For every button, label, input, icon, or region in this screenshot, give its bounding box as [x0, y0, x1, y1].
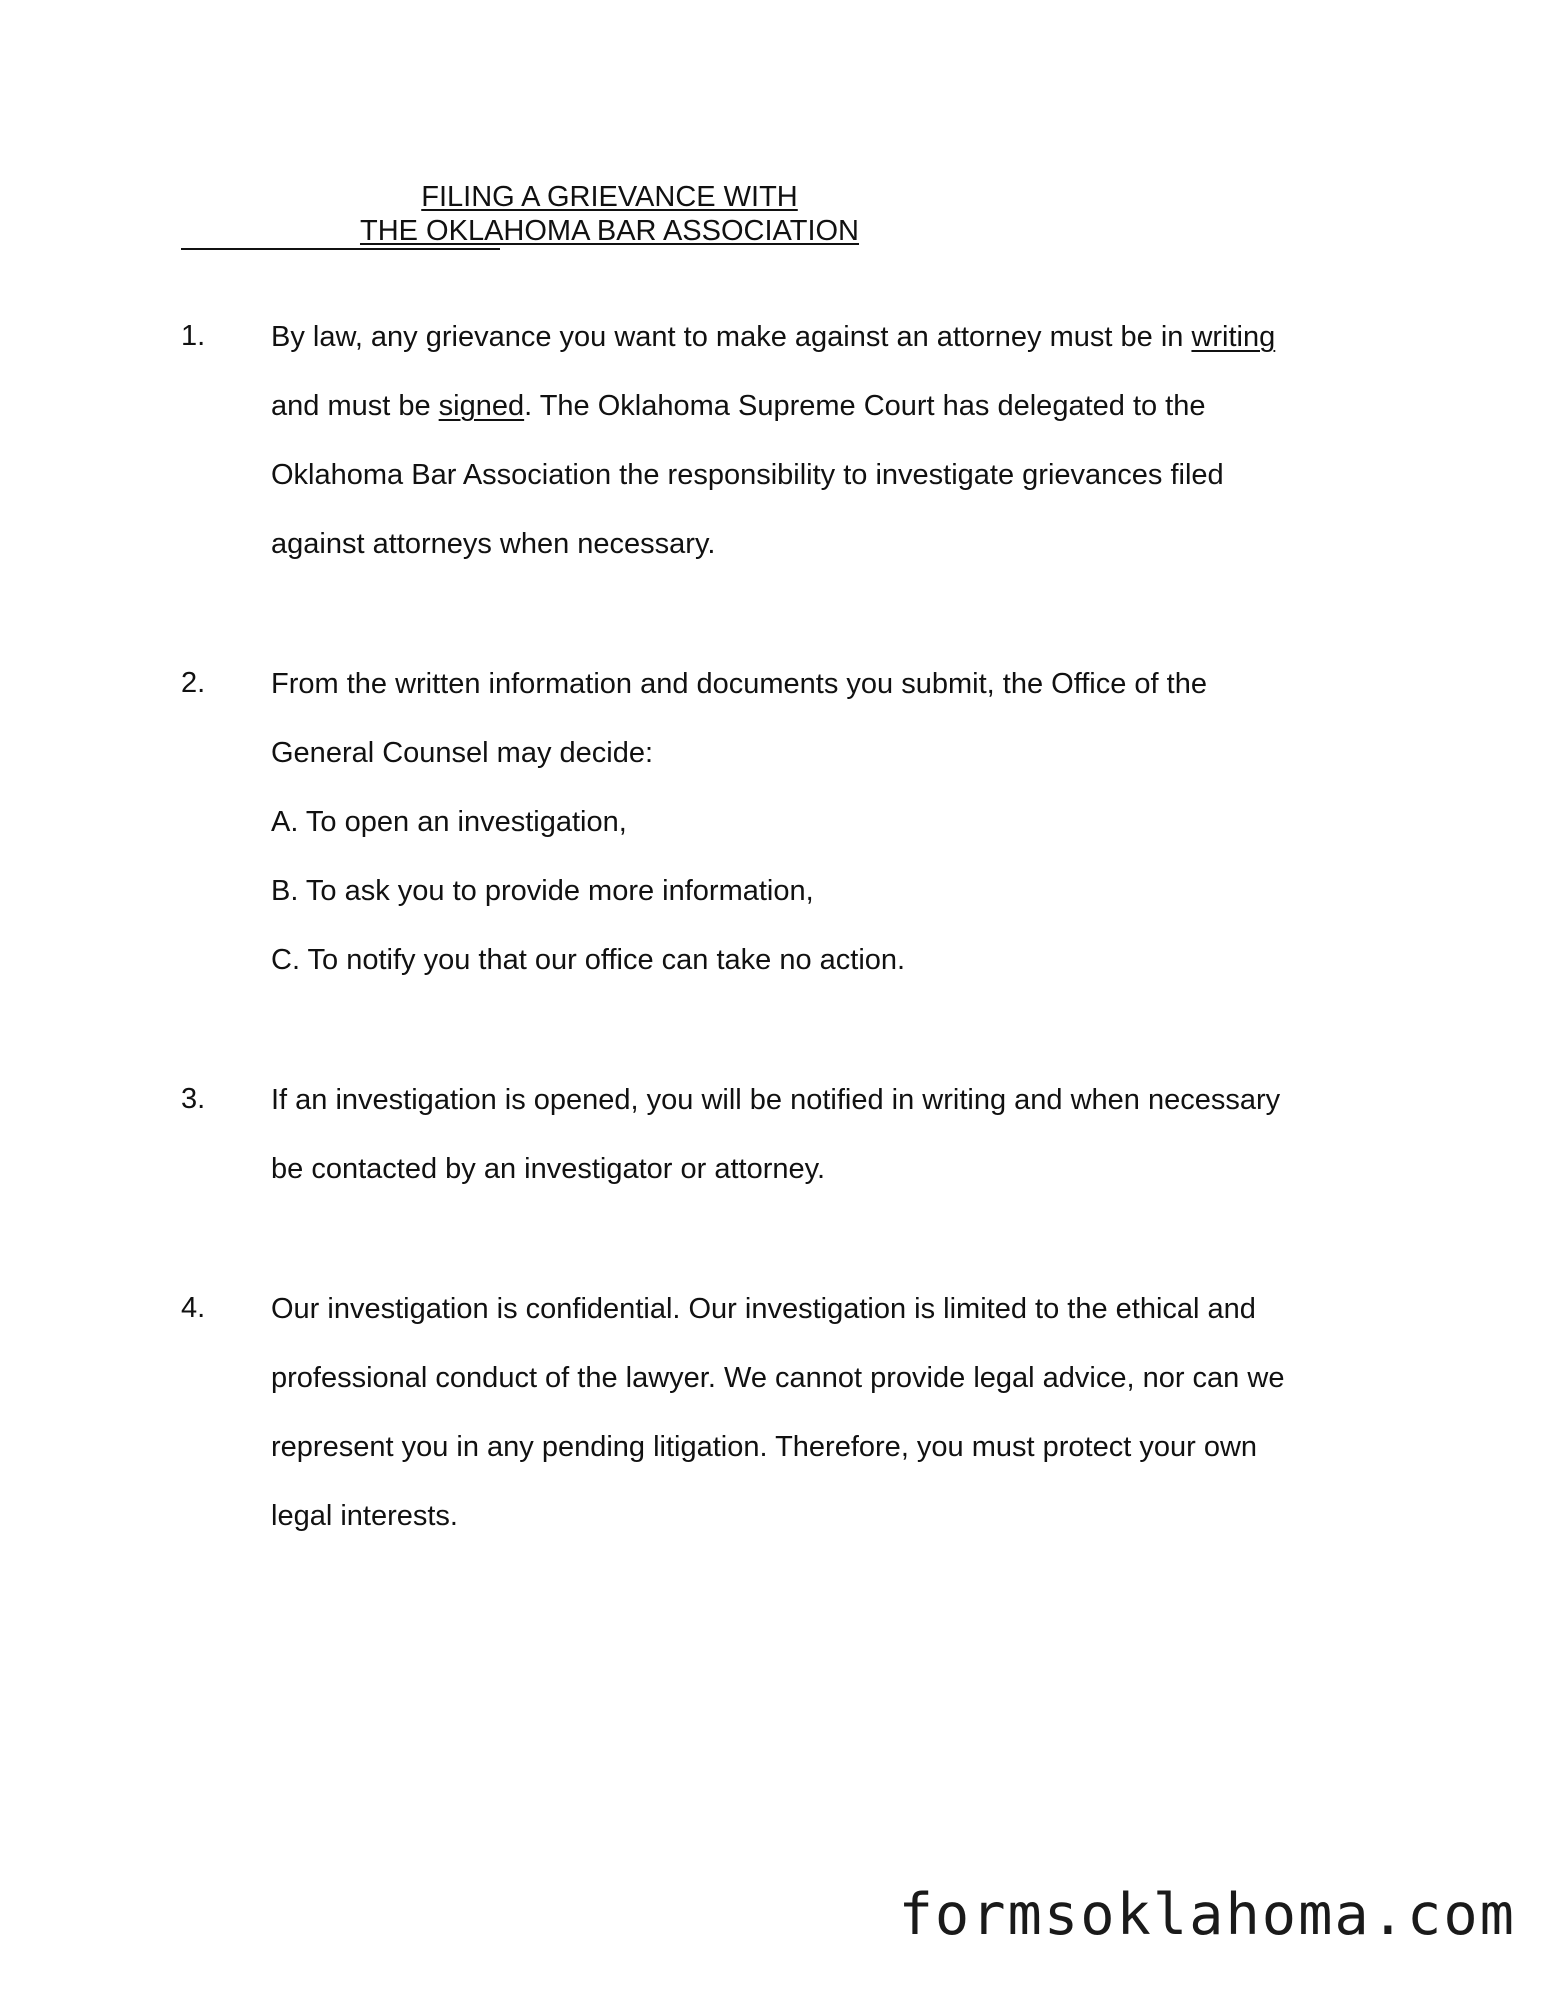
item-text: [271, 1292, 1391, 1568]
sub-option-b: [271, 874, 1391, 943]
text-line: [271, 1499, 1391, 1568]
text-run: against attorneys when necessary.: [271, 528, 716, 560]
text-run: C. To notify you that our office can take no action.: [271, 944, 906, 976]
text-run: professional conduct of the lawyer. We cannot provide legal advice, nor can we: [271, 1362, 1285, 1394]
text-run: If an investigation is opened, you will be notified in writing and when necessary: [271, 1084, 1281, 1116]
text-run: and must be: [271, 390, 439, 422]
text-run: General Counsel may decide:: [271, 737, 654, 769]
item-number: 3.: [181, 1083, 206, 1115]
text-line: [271, 1083, 1391, 1152]
underlined-word-writing: writing: [1191, 321, 1276, 353]
text-run: From the written information and documents you submit, the Office of the: [271, 668, 1207, 700]
text-line: [271, 389, 1391, 458]
item-number: 2.: [181, 667, 206, 699]
text-line: [271, 1430, 1391, 1499]
text-run: A. To open an investigation,: [271, 806, 627, 838]
text-line: [271, 1152, 1391, 1221]
text-run: B. To ask you to provide more information,: [271, 875, 814, 907]
underlined-word-signed: signed: [438, 390, 525, 422]
title-underline-rule: [181, 248, 500, 250]
text-run: be contacted by an investigator or attorney.: [271, 1153, 826, 1185]
sub-option-a: [271, 805, 1391, 874]
text-line: [271, 736, 1391, 805]
text-line: [271, 527, 1391, 596]
text-line: [271, 667, 1391, 736]
text-line: [271, 458, 1391, 527]
text-run: Our investigation is confidential. Our investigation is limited to the ethical and: [271, 1293, 1256, 1325]
item-text: [271, 667, 1391, 1012]
text-run: legal interests.: [271, 1500, 458, 1532]
item-text: [271, 320, 1391, 596]
text-line: [271, 1292, 1391, 1361]
title-line-2: THE OKLAHOMA BAR ASSOCIATION: [359, 215, 860, 247]
item-number: 4.: [181, 1292, 206, 1324]
sub-option-c: [271, 943, 1391, 1012]
text-run: By law, any grievance you want to make against an attorney must be in: [271, 321, 1192, 353]
text-line: [271, 1361, 1391, 1430]
item-text: [271, 1083, 1391, 1221]
site-watermark: formsoklahoma.com: [898, 1882, 1516, 1948]
text-run: Oklahoma Bar Association the responsibility to investigate grievances filed: [271, 459, 1224, 491]
item-number: 1.: [181, 320, 206, 352]
text-run: represent you in any pending litigation. Therefore, you must protect your own: [271, 1431, 1258, 1463]
text-run: . The Oklahoma Supreme Court has delegated to the: [524, 390, 1206, 422]
title-line-1: FILING A GRIEVANCE WITH: [421, 181, 798, 213]
text-line: [271, 320, 1391, 389]
document-title: [181, 180, 1038, 248]
